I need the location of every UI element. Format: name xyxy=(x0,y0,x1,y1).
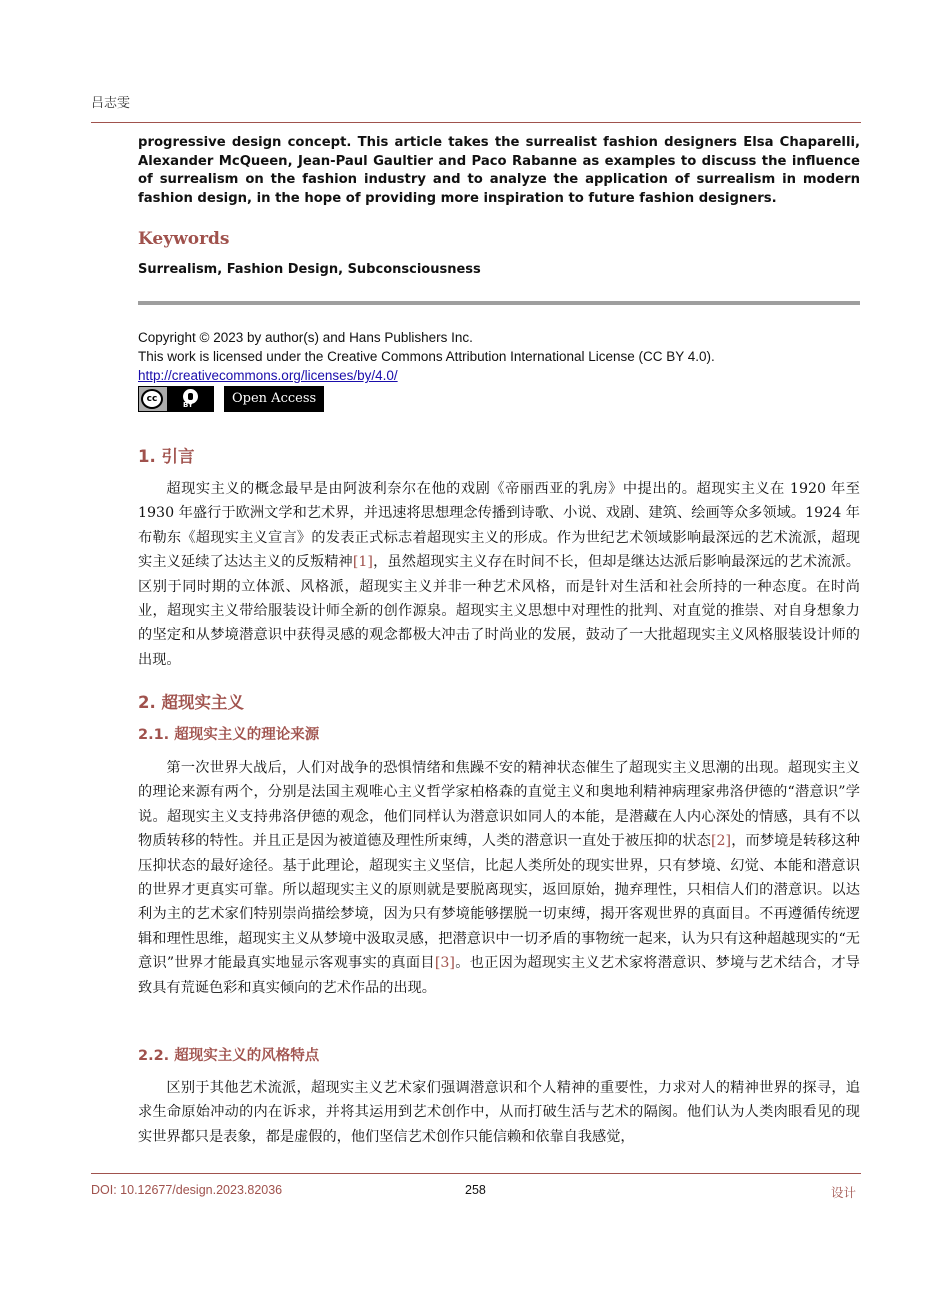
keywords-list: Surrealism, Fashion Design, Subconsciousness xyxy=(138,262,481,277)
abstract-end-divider xyxy=(138,301,860,305)
copyright-block xyxy=(138,328,715,385)
open-access-badge[interactable]: Open Access xyxy=(224,386,324,412)
citation-link[interactable]: [2] xyxy=(710,833,732,850)
license-badges xyxy=(138,386,324,412)
license-line: This work is licensed under the Creative Commons Attribution International License (CC BY 4.0). xyxy=(138,349,715,364)
cc-by-label: BY xyxy=(183,401,194,409)
header-divider xyxy=(91,122,861,123)
journal-name[interactable]: 设计 xyxy=(830,1185,856,1200)
section-heading-1: 1. 引言 xyxy=(138,447,195,466)
running-header-author: 吕志雯 xyxy=(91,96,131,111)
section-1-paragraph: 超现实主义的概念最早是由阿波利奈尔在他的戏剧《帝丽西亚的乳房》中提出的。超现实主义在 1920 年至 1930 年盛行于欧洲文学和艺术界，并迅速将思想理念传播到诗歌、小说、戏剧、建筑、绘画等众多领域。1924 年布勒东《超现实主义宣言》的发表正式标志着超现实主义的形成。作为世纪艺术领域影响最深远的艺术流派，超现实主义延续了达达主义的反叛精神[1]，虽然超现实主义存在时间不长，但却是继达达派后影响最深远的艺术流派。区别于同时期的立体派、风格派，超现实主义并非一种艺术风格，而是针对生活和社会所持的一种态度。在时尚业，超现实主义带给服装设计师全新的创作源泉。超现实主义思想中对理性的批判、对直觉的推崇、对自身想象力的坚定和从梦境潜意识中获得灵感的观念都极大冲击了时尚业的发展，鼓动了一大批超现实主义风格服装设计师的出现。 xyxy=(138,481,860,668)
cc-logo-icon: cc xyxy=(141,389,163,409)
copyright-line: Copyright © 2023 by author(s) and Hans Publishers Inc. xyxy=(138,330,473,345)
citation-link[interactable]: [3] xyxy=(434,955,455,972)
section-2-1-paragraph: 第一次世界大战后，人们对战争的恐惧情绪和焦躁不安的精神状态催生了超现实主义思潮的出现。超现实主义的理论来源有两个，分别是法国主观唯心主义哲学家柏格森的直觉主义和奥地利精神病理家弗洛伊德的“潜意识”学说。超现实主义支持弗洛伊德的观念，他们同样认为潜意识如同人的本能，是潜藏在人内心深处的情感，具有不以物质转移的特性。并且正是因为被道德及理性所束缚，人类的潜意识一直处于被压抑的状态[2]，而梦境是转移这种压抑状态的最好途径。基于此理论，超现实主义坚信，比起人类所处的现实世界，只有梦境、幻觉、本能和潜意识的世界才更真实可靠。所以超现实主义的原则就是要脱离现实，返回原始，抛弃理性，只相信人们的潜意识。以达利为主的艺术家们特别崇尚描绘梦境，因为只有梦境能够摆脱一切束缚，揭开客观世界的真面目。不再遵循传统逻辑和理性思维，超现实主义从梦境中汲取灵感，把潜意识中一切矛盾的事物统一起来，认为只有这种超越现实的“无意识”世界才能最真实地显示客观事实的真面目[3]。也正因为超现实主义艺术家将潜意识、梦境与艺术结合，才导致具有荒诞色彩和真实倾向的艺术作品的出现。 xyxy=(138,760,860,996)
section-heading-2: 2. 超现实主义 xyxy=(138,693,244,712)
cc-by-badge-icon[interactable] xyxy=(138,386,214,412)
section-heading-2-2: 2.2. 超现实主义的风格特点 xyxy=(138,1048,320,1064)
footer-doi[interactable]: DOI: 10.12677/design.2023.82036 xyxy=(91,1183,283,1197)
section-2-2-paragraph: 区别于其他艺术流派，超现实主义艺术家们强调潜意识和个人精神的重要性，力求对人的精神世界的探寻，追求生命原始冲动的内在诉求，并将其运用到艺术创作中，从而打破生活与艺术的隔阂。他们认为人类肉眼看见的现实世界都只是表象，都是虚假的，他们坚信艺术创作只能信赖和依靠自我感觉， xyxy=(138,1080,860,1145)
keywords-heading: Keywords xyxy=(138,229,230,249)
citation-link[interactable]: [1] xyxy=(352,554,373,571)
footer-divider xyxy=(91,1173,861,1174)
page-number: 258 xyxy=(465,1183,486,1197)
license-link[interactable]: http://creativecommons.org/licenses/by/4.0/ xyxy=(138,368,398,383)
section-heading-2-1: 2.1. 超现实主义的理论来源 xyxy=(138,727,320,743)
abstract-text: progressive design concept. This article takes the surrealist fashion designers Elsa Chaparelli, Alexander McQueen, Jean-Paul Gaultier and Paco Rabanne as examples to discuss the influence of surrealism on the fashion industry and to analyze the application of surrealism in modern fashion design, in the hope of providing more inspiration to future fashion designers. xyxy=(138,135,860,206)
